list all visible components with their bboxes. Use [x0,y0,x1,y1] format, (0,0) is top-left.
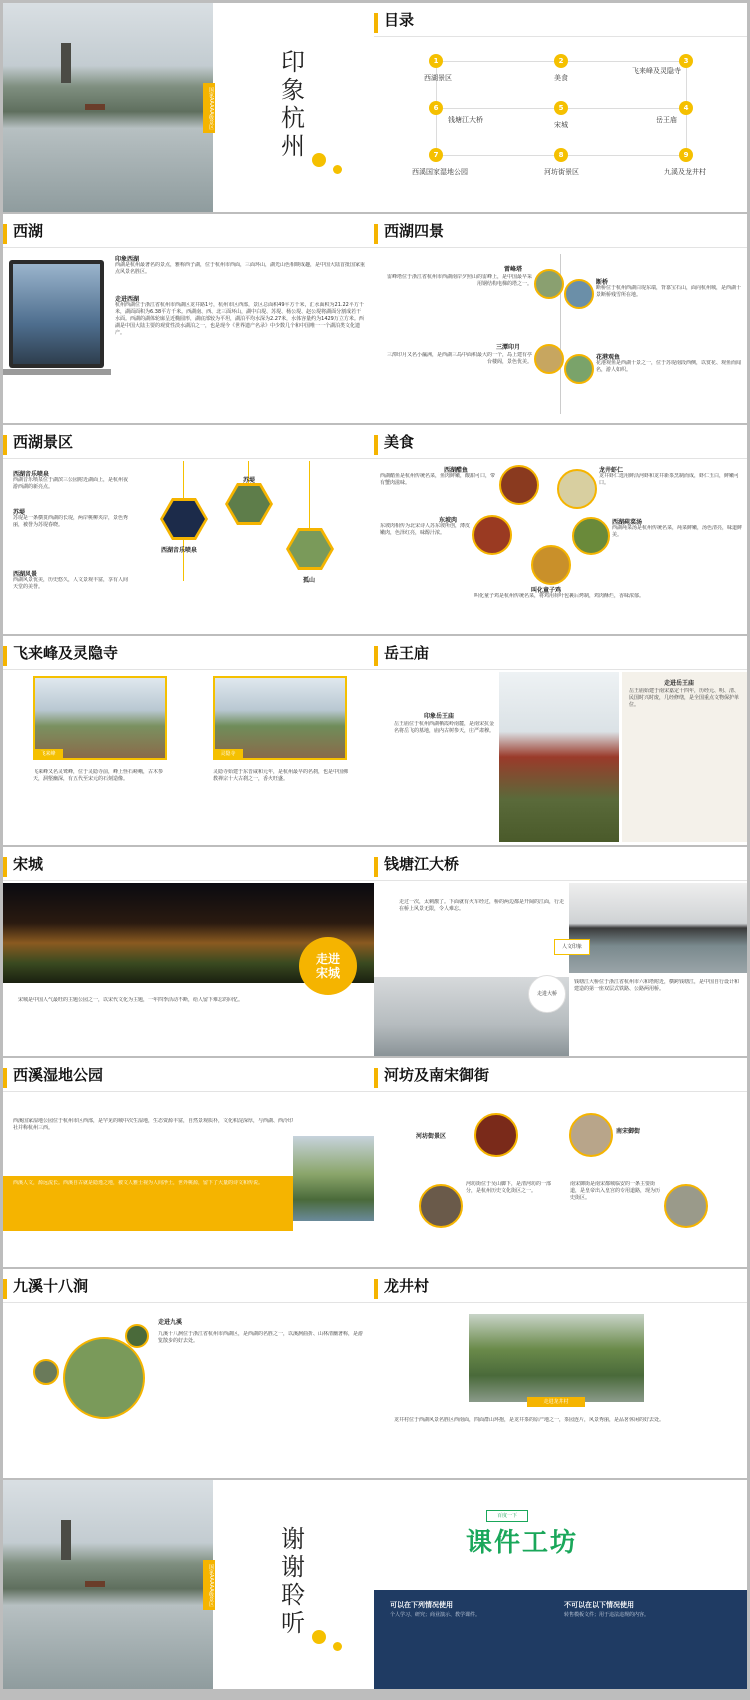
divider [3,247,376,248]
slide-xixi[interactable] [3,1058,376,1267]
toc-number: 2 [554,54,568,68]
slide-title: 河坊及南宋御街 [384,1066,490,1084]
slide-longjing[interactable] [374,1269,747,1478]
hefang-street-photo [419,1184,463,1228]
divider [374,458,747,459]
imperial-street-photo-2 [664,1184,708,1228]
photo-caption: 河坊街景区 [416,1133,447,1140]
view-title: 三潭印月 [496,344,521,351]
slide-bridge[interactable] [374,847,747,1056]
section-text: 杭州西湖位于浙江省杭州市西湖区龙井路1号，杭州市区西部，景区总面积49平方千米，汇水面积为21.22平方千米，湖面面积为6.38平方千米。西湖南、西、北三面环山，湖中白堤、苏堤、杨公堤、赵公堤将湖面分割成若干水面。西湖的湖体轮廓呈近椭圆形，湖底部较为平坦，湖泊平均水深为2.27米，水体容量约为1429万立方米。西湖是中国大陆主要的观赏性淡水湖泊之一，也是现今《世界遗产名录》中少数几个和中国唯一一个湖泊类文化遗产。 [115,302,364,336]
section-text: 西溪人文，源远流长。西溪自古就是隐逸之地，被文人雅士视为人间净土，世外桃源，留下了大量的诗文和传说。 [13,1180,264,1186]
deco-dot [312,153,326,167]
section-heading: 西湖风景 [13,571,38,578]
toc-number: 6 [429,101,443,115]
laptop-screen [9,260,104,368]
shrimp-photo [557,469,597,509]
west-lake-photo [13,264,100,364]
toc-item-jiuxi[interactable]: 九溪及龙井村 [664,168,706,176]
vinegar-fish-photo [499,465,539,505]
title-bar [3,646,7,666]
slide-yuewang[interactable] [374,636,747,845]
slide-title: 九溪十八涧 [13,1277,89,1295]
photo-caption: 南宋御街 [616,1128,641,1135]
title-bar [374,224,378,244]
view-title: 雷峰塔 [504,266,523,273]
deco-dot [333,165,342,174]
divider [3,458,376,459]
cover-title-char: 杭 [281,104,305,132]
slide-title: 钱塘江大桥 [384,855,460,873]
xixi-photo [293,1136,376,1221]
photo-caption: 飞来峰 [33,749,63,760]
brand-small-tag: 百度一下 [486,1510,528,1522]
food-title: 西湖莼菜汤 [612,519,643,526]
photo-caption: 走进龙井村 [527,1397,585,1407]
toc-number: 7 [429,148,443,162]
slide-food[interactable] [374,425,747,634]
food-text: 东坡肉相传为北宋诗人苏东坡所创，薄皮嫩肉，色泽红亮，味醇汁浓。 [380,523,470,536]
slide-jiuxi[interactable] [3,1269,376,1478]
leifeng-photo [534,269,564,299]
slide-title: 飞来峰及灵隐寺 [13,644,119,662]
longjing-photo [469,1314,644,1402]
title-bar [3,1279,7,1299]
section-text: 九溪十八涧位于浙江省杭州市西湖区，是西湖的名胜之一，以溪涧曲折、山林清幽著称，是游览散步的好去处。 [158,1331,363,1344]
cover-title-char: 州 [281,132,305,160]
title-bar [3,857,7,877]
section-heading: 走进九溪 [158,1319,183,1326]
slide-title: 龙井村 [384,1277,430,1295]
slide-title: 西湖四景 [384,222,445,240]
section-text: 走过一次，太刺激了。下面就有火车经过，桥的两边都是开阔的江面，行走在桥上风景无限，令人难忘。 [399,899,564,912]
allowed-heading: 可以在下列情况使用 [390,1601,453,1609]
lingyin-photo [213,676,347,760]
section-text: 岳王庙位于杭州西湖栖霞岭南麓，是南宋抗金名将岳飞的墓地，庙内古树参天，庄严肃穆。 [394,721,494,734]
toc-item-yuewang[interactable]: 岳王庙 [656,116,677,124]
toc-number: 8 [554,148,568,162]
section-text: 钱塘江大桥位于浙江省杭州市六和塔附近，横跨钱塘江，是中国自行设计和建造的第一座双层式铁路、公路两用桥。 [574,979,740,992]
jiuxi-photo-small [125,1324,149,1348]
view-text: 三潭印月又名小瀛洲，是西湖三岛中面积最大的一个，岛上建有亭台楼阁，景色优美。 [386,352,532,365]
boat-shape [85,104,105,110]
view-text: 花港观鱼是西湖十景之一，位于苏堤南段西侧，以赏花、观鱼而闻名，游人如织。 [596,360,741,373]
slide-feilai[interactable] [3,636,376,845]
toc-number: 5 [554,101,568,115]
view-title: 断桥 [596,279,609,286]
food-text: 西湖莼菜汤是杭州传统名菜，莼菜鲜嫩，汤色清亮，味道鲜美。 [612,525,742,538]
jiuxi-photo-small [33,1359,59,1385]
huagang-photo [564,354,594,384]
slide-title: 岳王庙 [384,644,430,662]
forbidden-heading: 不可以在以下情况使用 [564,1601,634,1609]
slide-songcheng[interactable] [3,847,376,1056]
thanks-title-char: 听 [281,1609,305,1637]
pagoda-shape [61,1520,71,1560]
laptop-base [3,369,111,375]
slide-title: 目录 [384,11,415,29]
toc-number: 3 [679,54,693,68]
section-text: 灵隐寺始建于东晋咸和元年，是杭州最早的名刹，也是中国佛教禅宗十大古刹之一，香火旺盛。 [213,769,348,782]
culture-tag: 人文印象 [554,939,590,955]
cover-title [281,48,309,160]
thanks-title-char: 谢 [281,1553,305,1581]
food-text: 西湖醋鱼是杭州传统名菜，鱼肉鲜嫩，酸甜可口，带有蟹肉滋味。 [380,473,495,486]
section-text: 苏堤是一条横贯西湖的长堤，两岸桃柳夹岸，景色秀丽，被誉为苏堤春晓。 [13,515,129,528]
photo-caption: 孤山 [303,577,316,584]
section-heading: 印象西湖 [115,256,140,263]
section-heading: 苏堤 [13,509,26,516]
toc-number: 4 [679,101,693,115]
section-text: 龙井村位于西湖风景名胜区西南面，四面群山环抱，是龙井茶的原产地之一，茶园连片，风景秀丽，是品茗休闲的好去处。 [394,1417,665,1423]
west-lake-photo [3,1480,213,1689]
photo-caption: 苏堤 [243,477,256,484]
allowed-text: 个人学习、研究；商业演示、教学课件。 [390,1612,481,1618]
food-title: 东坡肉 [439,517,458,524]
slide-west-lake[interactable] [3,214,376,423]
section-text: 西湖风景优美，历史悠久，人文景观丰富，享有人间天堂的美誉。 [13,577,129,590]
dongpo-pork-photo [472,515,512,555]
cover-title-char: 象 [281,76,305,104]
yuewang-temple-photo [499,672,619,842]
title-bar [374,13,378,33]
view-title: 花港观鱼 [596,354,621,361]
title-bar [374,1279,378,1299]
section-heading: 走进岳王庙 [664,680,695,687]
section-text: 西湖是杭州最著名的景点，雅称西子湖，位于杭州市西面，三面环山，湖光山色相映成趣，是中国大陆首批国家重点风景名胜区。 [115,262,365,275]
slide-title: 美食 [384,433,415,451]
title-bar [374,1068,378,1088]
bridge-photo [569,883,747,973]
slide-cover[interactable] [3,3,376,212]
divider [3,1091,376,1092]
deco-dot [333,1642,342,1651]
west-lake-photo [3,3,213,212]
view-text: 断桥位于杭州西湖白堤东端，背靠宝石山，面向杭州城，是西湖十景断桥残雪所在地。 [596,285,741,298]
slide-title: 西溪湿地公园 [13,1066,104,1084]
pagoda-shape [61,43,71,83]
section-text: 宋城是中国人气最旺的主题公园之一，以宋代文化为主题，一年四季活动不断，给人留下难忘的回忆。 [18,997,244,1003]
hefang-photo [474,1113,518,1157]
photo-caption: 西湖音乐喷泉 [161,547,198,554]
food-text: 叫化童子鸡是杭州传统名菜，将鸡用荷叶包裹后烤制，鸡肉酥烂，香味浓郁。 [473,593,644,599]
divider [3,880,376,881]
section-text: 西湖音乐喷泉位于湖滨三公园附近湖面上，是杭州夜游西湖的新亮点。 [13,477,129,490]
slide-toc[interactable] [374,3,747,212]
divider [3,669,376,670]
food-title: 西湖醋鱼 [444,467,469,474]
toc-item-songcheng[interactable]: 宋城 [554,121,568,129]
divider [374,880,747,881]
toc-item-feilai[interactable]: 飞来峰及灵隐寺 [632,67,681,75]
forbidden-text: 转售模板文件；用于违法违规的内容。 [564,1612,650,1618]
songcheng-badge [299,937,357,995]
title-bar [3,224,7,244]
toc-number: 9 [679,148,693,162]
brand-logo: 课件工坊 [466,1528,579,1558]
badge-line: 走进 [315,952,340,966]
slide-hefang[interactable] [374,1058,747,1267]
section-heading: 西湖音乐喷泉 [13,471,50,478]
boat-shape [85,1581,105,1587]
photo-caption: 灵隐寺 [213,749,243,760]
slide-four-views[interactable] [374,214,747,423]
deco-dot [312,1630,326,1644]
soup-photo [572,517,610,555]
thanks-title-char: 聆 [281,1581,305,1609]
thanks-title-char: 谢 [281,1525,305,1553]
section-text: 河坊街位于吴山脚下，是清河坊的一部分，是杭州历史文化街区之一。 [466,1181,552,1194]
view-text: 雷峰塔位于浙江省杭州市西湖南岸夕照山的雷峰上，是中国最早采用钢结构电梯的塔之一。 [386,274,532,287]
toc-item-food[interactable]: 美食 [554,74,568,82]
santan-photo [534,344,564,374]
section-heading: 走进西湖 [115,296,140,303]
toc-item-xixi[interactable]: 西溪国家湿地公园 [412,168,468,176]
food-text: 龙井虾仁选用鲜活河虾和龙井新茶烹制而成，虾仁玉白，鲜嫩可口。 [599,473,740,486]
badge-line: 宋城 [315,966,340,980]
section-text: 岳王庙始建于南宋嘉定十四年，历经元、明、清、民国时兴时废，几经修缮，是全国重点文物保护单位。 [629,688,740,708]
slide-thanks[interactable] [3,1480,376,1689]
divider [3,1302,376,1303]
section-text: 飞来峰又名灵鹫峰，位于灵隐寺前，峰上怪石嵯峨，古木参天，洞壑幽深，有五代至宋元的石刻造像。 [33,769,163,782]
title-bar [3,1068,7,1088]
cover-tag: 国家AAAAA级景区 [203,1560,215,1610]
feilai-photo [33,676,167,760]
food-title: 叫化童子鸡 [531,587,562,594]
title-bar [374,857,378,877]
toc-item-bridge[interactable]: 钱塘江大桥 [448,116,483,124]
slide-title: 宋城 [13,855,44,873]
section-heading: 印象岳王庙 [424,713,455,720]
divider [374,247,747,248]
divider [374,36,747,37]
toc-item-hefang[interactable]: 河坊街景区 [544,168,579,176]
cover-title-char: 印 [281,48,305,76]
section-text: 西溪国家湿地公园位于杭州市区西部，是罕见的城中次生湿地，生态资源丰富，自然景观质朴，文化积淀深厚，与西湖、西泠印社并称杭州三西。 [13,1118,293,1131]
slide-title: 西湖 [13,222,44,240]
imperial-street-photo [569,1113,613,1157]
thanks-title [281,1525,309,1637]
cover-tag: 国家AAAAA级景区 [203,83,215,133]
title-bar [374,435,378,455]
divider [374,1302,747,1303]
section-text: 南宋御街是南宋都城临安的一条主要街道，是皇帝出入皇宫的专用道路，现为历史街区。 [570,1181,660,1201]
enter-bridge-badge: 走进大桥 [528,975,566,1013]
food-title: 龙井虾仁 [599,467,624,474]
title-bar [374,646,378,666]
title-bar [3,435,7,455]
slide-west-lake-area[interactable] [3,425,376,634]
slide-brand[interactable] [374,1480,747,1689]
divider [374,1091,747,1092]
duanqiao-photo [564,279,594,309]
jiuxi-photo-large [63,1337,145,1419]
toc-number: 1 [429,54,443,68]
slide-title: 西湖景区 [13,433,74,451]
beggar-chicken-photo [531,545,571,585]
toc-item-west-lake[interactable]: 西湖景区 [424,74,452,82]
divider [374,669,747,670]
